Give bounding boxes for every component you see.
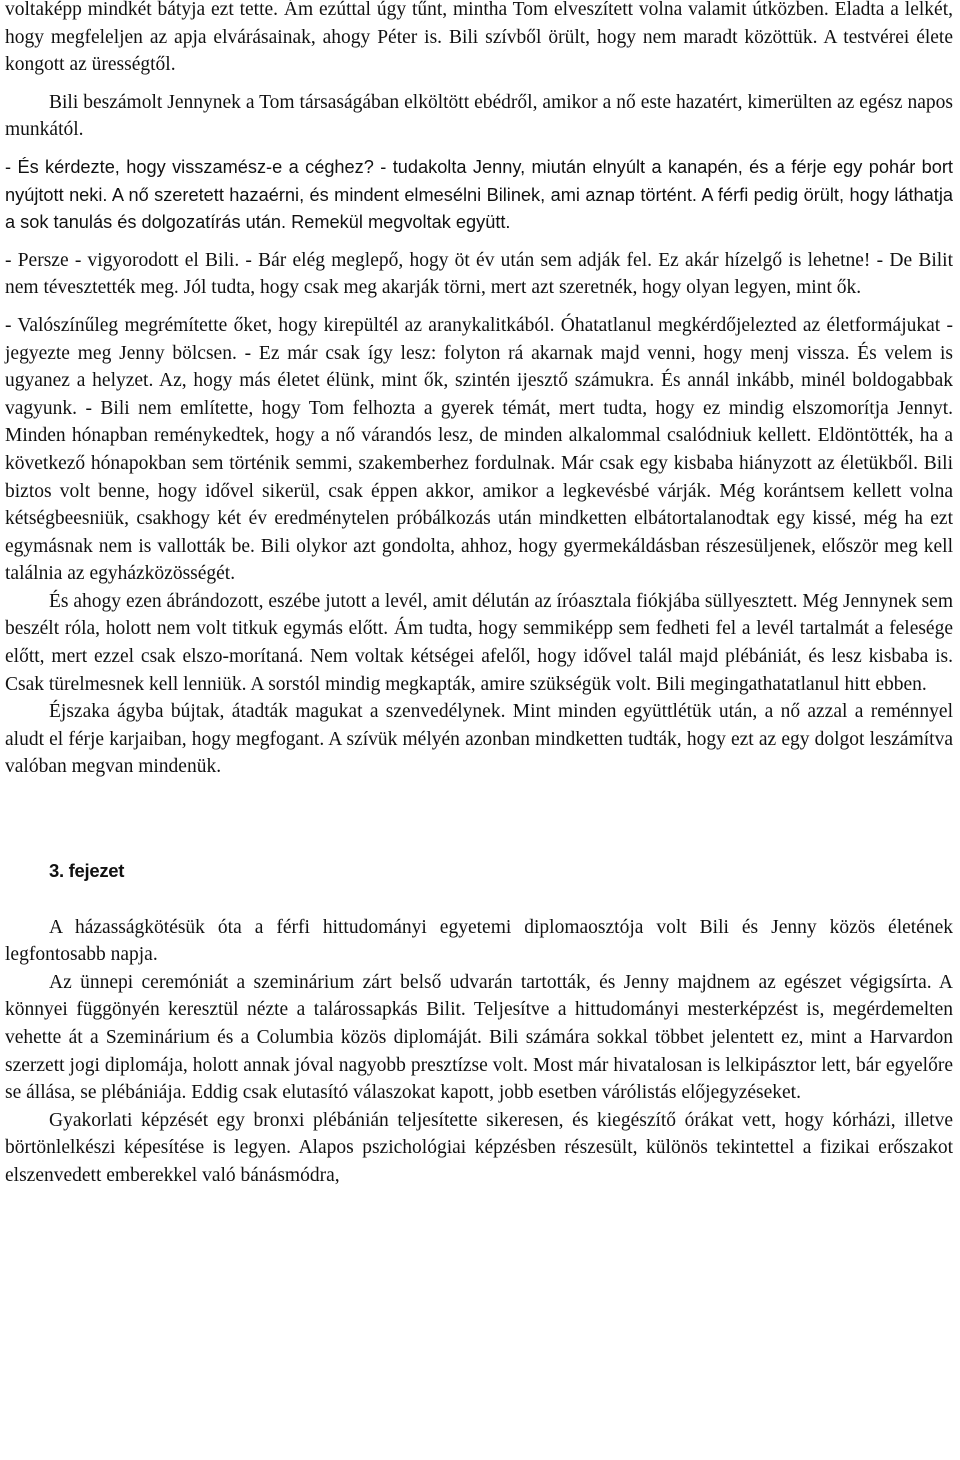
document-page	[5, 0, 953, 1190]
paragraph: Az ünnepi ceremóniát a szeminárium zárt belső udvarán tartották, és Jenny majdnem az egészet végigsírta. A könnyei függönyén keresztül nézte a talárossapkás Bilit. Teljesítve a hittudományi mesterképzést is, megérdemelten vehette át a Szeminárium és a Columbia közös diplomáját. Bili számára sokkal többet jelentett ez, mint a Harvardon szerzett jogi diplomája, holott annak jóval nagyobb presztízse volt. Most már hivatalosan is lelkipásztor lett, bár egyelőre se állása, se plébániája. Eddig csak elutasító válaszokat kapott, jobb esetben várólistás előjegyzéseket.	[5, 971, 953, 1104]
paragraph: Gyakorlati képzését egy bronxi plébánián teljesítette sikeresen, és kiegészítő órákat vett, hogy kórházi, illetve börtönlelkészi képesítése is legyen. Alapos pszichológiai képzésben részesült, különös tekintettel a fizikai erőszakot elszenvedett emberekkel való bánásmódra,	[5, 1109, 953, 1186]
dialogue-paragraph: - Valószínűleg megrémítette őket, hogy kirepültél az aranykalitkából. Óhatatlanul megkérdőjelezted az életformájukat - jegyezte meg Jenny bölcsen. - Ez már csak így lesz: folyton rá akarnak majd venni, hogy menj vissza. És velem is ugyanez a helyzet. Az, hogy más életet élünk, mint ők, szintén ijesztő számukra. És annál inkább, minél boldogabbak vagyunk. - Bili nem említette, hogy Tom felhozta a gyerek témát, mert tudta, hogy ez mindig elszomorítja Jennyt. Minden hónapban reménykedtek, hogy a nő várandós lesz, de minden alkalommal csalódniuk kellett. Eldöntötték, ha a következő hónapokban sem történik semmi, szakemberhez fordulnak. Már csak egy kisbaba hiányzott az életükből. Bili biztos volt benne, hogy idővel sikerül, csak éppen akkor, amikor a legkevésbé várják. Még korántsem kellett volna kétségbeesniük, csakhogy két év eredménytelen próbálkozás után mindketten elbátortalanodtak egy kissé, még ha ezt egymásnak nem is vallották be. Bili olykor azt gondolta, ahhoz, hogy gyermekáldásban részesüljenek, először meg kell találnia az egyházközösségét.	[5, 314, 953, 585]
paragraph-continuation: voltaképp mindkét bátyja ezt tette. Ám ezúttal úgy tűnt, mintha Tom elveszített volna valamit útközben. Eladta a lelkét, hogy megfeleljen az apja elvárásainak, ahogy Péter is. Bili szívből örült, hogy nem maradt közöttük. A testvérei élete kongott az ürességtől.	[5, 0, 953, 76]
dialogue-paragraph: - És kérdezte, hogy visszamész-e a céghez? - tudakolta Jenny, miután elnyúlt a kanapén, és a férje egy pohár bort nyújtott neki. A nő szeretett hazaérni, és mindent elmesélni Bilinek, ami aznap történt. A férfi pedig örült, hogy láthatja a sok tanulás és dolgozatírás után. Remekül megvoltak együtt.	[5, 156, 953, 233]
dialogue-paragraph: - Persze - vigyorodott el Bili. - Bár elég meglepő, hogy öt év után sem adják fel. Ez akár hízelgő is lehetne! - De Bilit nem tévesztették meg. Jól tudta, hogy csak meg akarják törni, mert azt szeretnék, hogy olyan legyen, mint ők.	[5, 249, 953, 299]
chapter-spacer	[5, 781, 953, 857]
chapter-heading: 3. fejezet	[49, 860, 125, 882]
paragraph: A házasságkötésük óta a férfi hittudományi egyetemi diplomaosztója volt Bili és Jenny közös életének legfontosabb napja.	[5, 916, 953, 966]
paragraph: Bili beszámolt Jennynek a Tom társaságában elköltött ebédről, amikor a nő este hazatért, kimerülten az egész napos munkától.	[5, 91, 953, 141]
paragraph: Éjszaka ágyba bújtak, átadták magukat a szenvedélynek. Mint minden együttlétük után, a nő azzal a reménnyel aludt el férje karjaiban, hogy megfogant. A szívük mélyén azonban mindketten tudták, hogy ezt az egy dolgot leszámítva valóban megvan mindenük.	[5, 701, 953, 778]
paragraph: És ahogy ezen ábrándozott, eszébe jutott a levél, amit délután az íróasztala fiókjába süllyesztett. Még Jennynek sem beszélt róla, holott nem volt titkuk egymás előtt. Ám tudta, hogy semmiképp sem fedheti fel a levél tartalmát a felesége előtt, mert ezzel csak elszo-morítaná. Nem voltak kétségei afelől, hogy idővel talál majd plébániát, és lesz kisbaba is. Csak türelmesnek kell lenniük. A sorstól mindig megkapták, amire szükségük volt. Bili megingathatatlanul hitt ebben.	[5, 590, 953, 695]
